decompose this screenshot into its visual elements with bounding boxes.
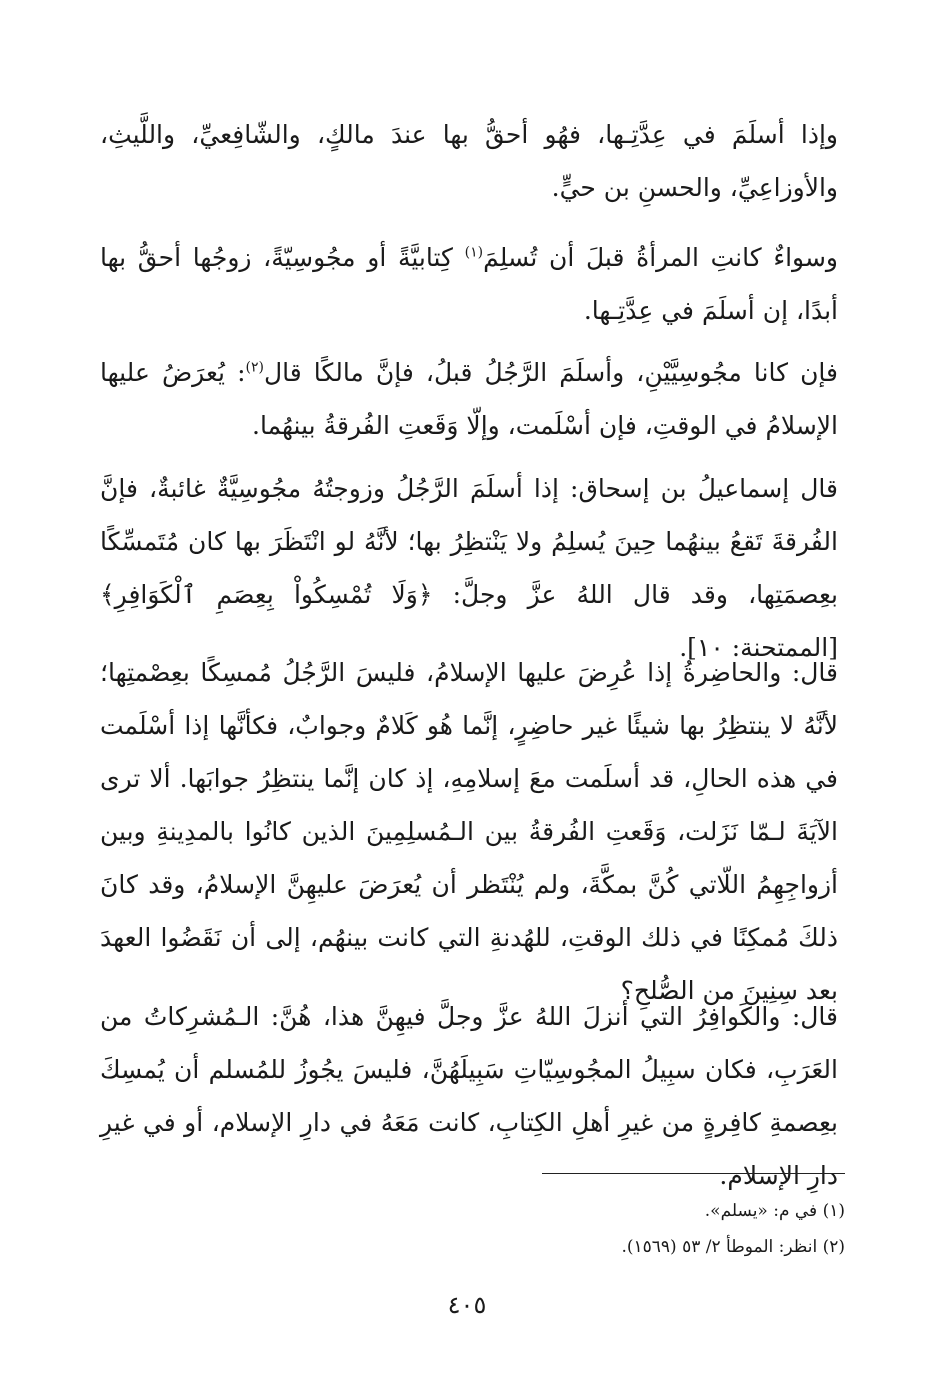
paragraph-text: وسواءٌ كانتِ المرأةُ قبلَ أن تُسلِمَ — [483, 243, 838, 272]
paragraph-text: كِتابيَّةً أو مجُوسِيّةً، زوجُها أحقُّ بها أبدًا، إن أسلَمَ في عِدَّتِـها. — [100, 243, 838, 325]
paragraph-1 — [100, 108, 838, 214]
footnote-marker: (٢) — [245, 359, 264, 376]
paragraph-5 — [100, 646, 838, 1017]
page-number: ٤٠٥ — [447, 1291, 487, 1319]
paragraph-2 — [100, 231, 838, 337]
footnote-divider — [542, 1173, 845, 1174]
paragraph-3 — [100, 346, 838, 452]
footnote-1: (١) في م: «يسلم». — [704, 1201, 845, 1221]
paragraph-text: : يُعرَضُ عليها الإسلامُ في الوقتِ، فإن أسْلَمت، وإلّا وَقَعتِ الفُرقةُ بينهُما. — [100, 358, 838, 440]
paragraph-text: قال: والحاضِرةُ إذا عُرِضَ عليها الإسلامُ، فليسَ الرَّجُلُ مُمسِكًا بعِصْمتِها؛ لأنَّهُ لا ينتظِرُ بها شيئًا غير حاضِرٍ، إنَّما هُو كَلامٌ وجوابٌ، فكأنَّها إذا أسْلَمت في هذه الحالِ، قد أسلَمت معَ إسلامِهِ، إذ كان إنَّما ينتظِرُ جوابَها. ألا ترى الآيَةَ لـمّا نَزَلت، وَقَعتِ الفُرقةُ بين الـمُسلِمِينَ الذين كانُوا بالمدِينةِ وبين أزواجِهِمُ اللّاتي كُنَّ بمكَّةَ، ولم يُنْتَظر أن يُعرَضَ عليهِنَّ الإسلامُ، وقد كانَ ذلكَ مُمكِنًا في ذلك الوقتِ، للهُدنةِ التي كانت بينهُم، إلى أن نَقَضُوا العهدَ بعد سِنِينَ من الصُّلحِ؟ — [100, 658, 839, 1005]
paragraph-text: قال إسماعيلُ بن إسحاق: إذا أسلَمَ الرَّجُلُ وزوجتُهُ مجُوسِيَّةٌ غائبةٌ، فإنَّ الفُرقةَ تَقعُ بينهُما حِينَ يُسلِمُ ولا يَنْتظِرُ بها؛ لأنَّهُ لو انْتَظَرَ بها كان مُتَمسِّكًا بعِصمَتِها، وقد قال اللهُ عزَّ وجلَّ: ﴿وَلَا تُمْسِكُواْ بِعِصَمِ ٱلْكَوَافِرِ﴾ [الممتحنة: ١٠]. — [100, 474, 838, 662]
paragraph-6 — [100, 990, 838, 1202]
footnote-marker: (١) — [464, 244, 484, 261]
paragraph-text: قال: والكَوافِرُ التي أنزلَ اللهُ عزَّ وجلَّ فيهِنَّ هذا، هُنَّ: الـمُشرِكاتُ من العَرَبِ، فكان سبِيلُ المجُوسِيّاتِ سَبِيلَهُنَّ، فليسَ يجُوزُ للمُسلم أن يُمسِكَ بعِصمةِ كافِرةٍ من غيرِ أهلِ الكِتابِ، كانت مَعَهُ في دارِ الإسلام، أو في غيرِ دارِ الإسلام. — [100, 1002, 838, 1190]
paragraph-text: فإن كانا مجُوسِيَّيْنِ، وأسلَمَ الرَّجُلُ قبلُ، فإنَّ مالكًا قال — [263, 358, 838, 387]
paragraph-text: وإذا أسلَمَ في عِدَّتِـها، فهُو أحقُّ بها عندَ مالكٍ، والشّافِعيِّ، واللَّيثِ، والأوزاعِيِّ، والحسنِ بن حيٍّ. — [100, 120, 838, 202]
paragraph-4 — [100, 462, 838, 674]
footnotes — [300, 1193, 845, 1265]
footnote-2: (٢) انظر: الموطأ ٢/ ٥٣ (١٥٦٩). — [621, 1237, 845, 1257]
